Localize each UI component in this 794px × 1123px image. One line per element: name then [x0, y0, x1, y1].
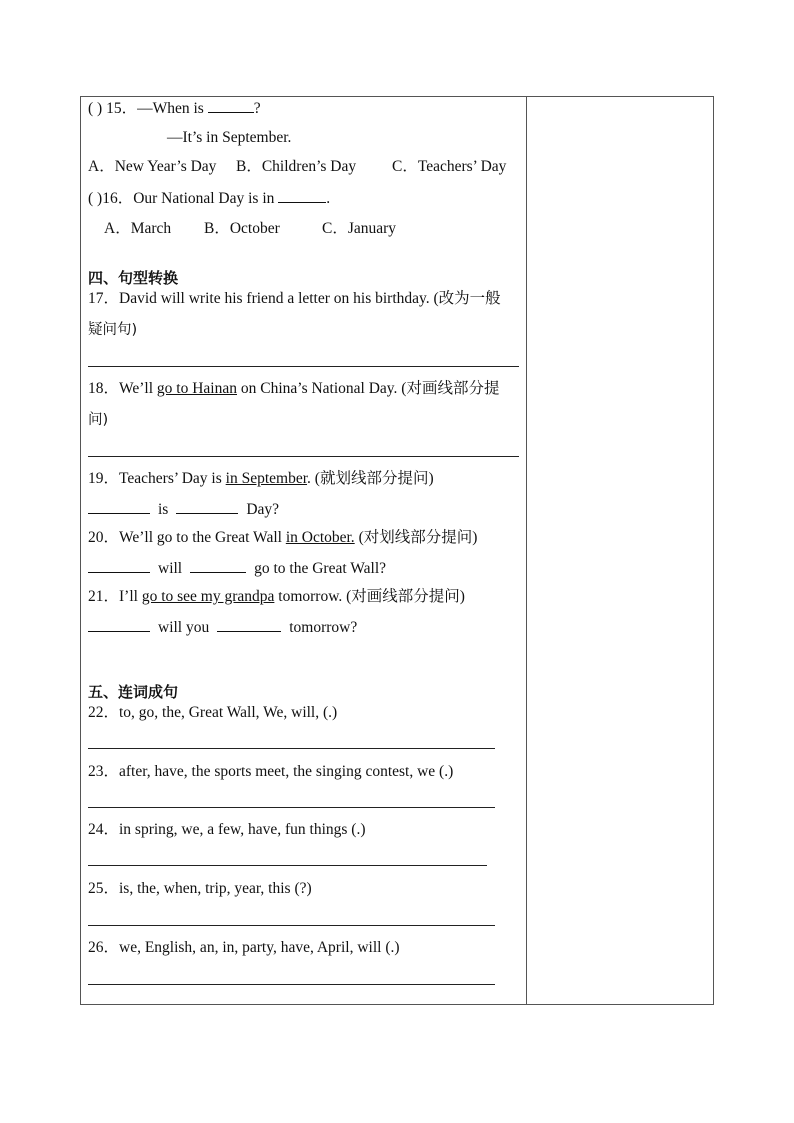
question-15-answer: —It’s in September.	[167, 129, 292, 146]
question-23: 23．after, have, the sports meet, the singing contest, we (.)	[88, 763, 454, 780]
question-25: 25．is, the, when, trip, year, this (?)	[88, 880, 312, 897]
q15-option-b: B．Children’s Day	[236, 158, 357, 175]
section-4-title: 四、句型转换	[88, 269, 179, 287]
answer-line-17[interactable]	[88, 366, 519, 367]
q16-option-a: A．March	[104, 220, 172, 237]
blank[interactable]	[208, 98, 254, 113]
blank[interactable]	[88, 617, 150, 632]
blank[interactable]	[88, 499, 150, 514]
answer-paren: ( )16．	[88, 190, 134, 207]
answer-line-25[interactable]	[88, 925, 495, 926]
question-18-cont: 问)	[88, 412, 109, 428]
blank[interactable]	[190, 558, 246, 573]
blank[interactable]	[88, 558, 150, 573]
section-5-title: 五、连词成句	[88, 683, 179, 701]
column-divider	[526, 96, 527, 1005]
answer-line-22[interactable]	[88, 748, 495, 749]
question-17-cont: 疑问句)	[88, 322, 138, 338]
q15-option-c: C．Teachers’ Day	[392, 158, 507, 175]
question-15: ( ) 15．—When is ?	[88, 100, 261, 117]
blank[interactable]	[176, 499, 238, 514]
answer-line-26[interactable]	[88, 984, 495, 985]
question-17: 17．David will write his friend a letter on his birthday. (改为一般	[88, 290, 501, 307]
q15-option-a: A．New Year’s Day	[88, 158, 217, 175]
question-24: 24．in spring, we, a few, have, fun things (.)	[88, 821, 366, 838]
question-21: 21．I’ll go to see my grandpa tomorrow. (对画线部分提问)	[88, 588, 465, 605]
question-21-fill: will you tomorrow?	[88, 617, 357, 638]
blank[interactable]	[217, 617, 281, 632]
question-16: ( )16．Our National Day is in .	[88, 190, 331, 207]
worksheet-table	[80, 96, 714, 1005]
blank[interactable]	[278, 188, 326, 203]
answer-line-23[interactable]	[88, 807, 495, 808]
question-20: 20．We’ll go to the Great Wall in October. (对划线部分提问)	[88, 529, 478, 546]
question-26: 26．we, English, an, in, party, have, April, will (.)	[88, 939, 400, 956]
question-18: 18．We’ll go to Hainan on China’s National Day. (对画线部分提	[88, 380, 500, 397]
q16-option-c: C．January	[322, 220, 397, 237]
question-20-fill: will go to the Great Wall?	[88, 558, 386, 579]
answer-line-24[interactable]	[88, 865, 487, 866]
question-22: 22．to, go, the, Great Wall, We, will, (.)	[88, 704, 338, 721]
question-19: 19．Teachers’ Day is in September. (就划线部分提问)	[88, 470, 434, 487]
question-19-fill: is Day?	[88, 499, 279, 520]
answer-line-18[interactable]	[88, 456, 519, 457]
q16-option-b: B．October	[204, 220, 280, 237]
answer-paren: ( ) 15．	[88, 100, 138, 117]
